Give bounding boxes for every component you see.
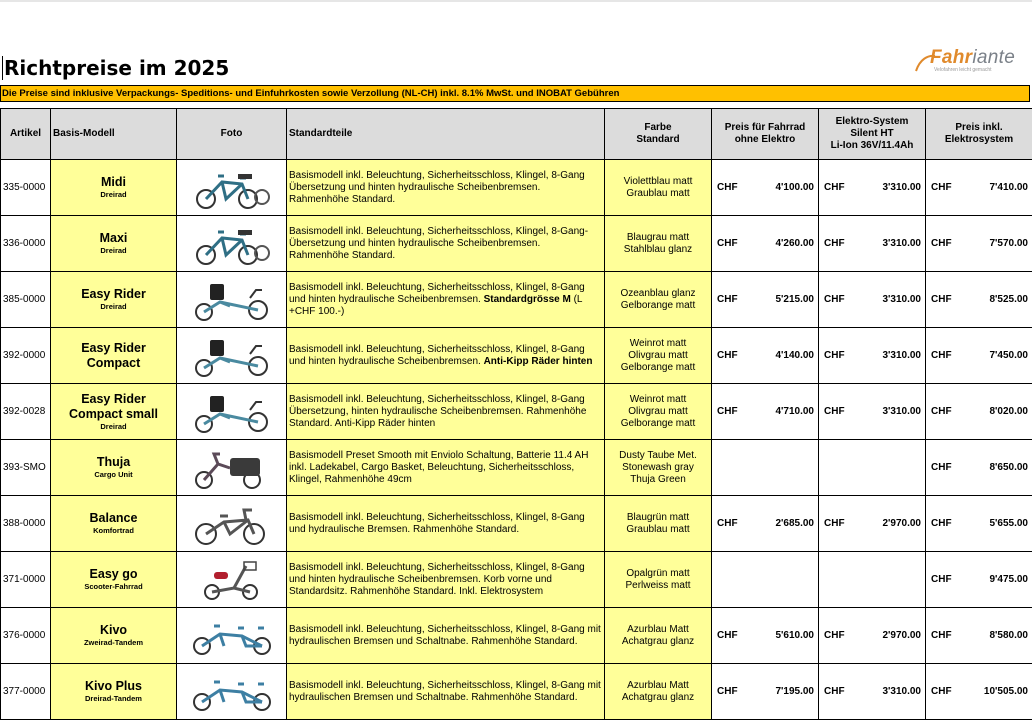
header-preis bbox=[712, 109, 819, 160]
amount: 3'310.00 bbox=[882, 685, 921, 697]
currency-label: CHF bbox=[717, 629, 738, 641]
currency-label: CHF bbox=[824, 181, 845, 193]
model-cell bbox=[51, 216, 177, 272]
model-name: Kivo bbox=[99, 623, 128, 637]
article-number: 392-0028 bbox=[1, 384, 51, 440]
product-photo bbox=[177, 608, 287, 664]
article-number: 377-0000 bbox=[1, 664, 51, 720]
header-preis-line2: ohne Elektro bbox=[734, 134, 796, 145]
standard-parts-text: Basismodell inkl. Beleuchtung, Sicherheitsschloss, Klingel, 8-Gang und hinten hydraulische Scheibenbremsen. Korb vorne und Standardsitz. Rahmenhöhe Standard. Inkl. Elektrosystem bbox=[289, 561, 585, 597]
color-option: Gelborange matt bbox=[620, 361, 696, 373]
model-type: Dreirad bbox=[100, 302, 127, 311]
model-name: Maxi bbox=[99, 231, 128, 245]
electric-system-price-value bbox=[821, 238, 923, 250]
currency-label: CHF bbox=[824, 349, 845, 361]
model-type: Cargo Unit bbox=[94, 470, 133, 479]
amount: 3'310.00 bbox=[882, 237, 921, 249]
color-option: Weinrot matt bbox=[629, 337, 687, 349]
table-row bbox=[1, 384, 1032, 440]
price-including-electric-value bbox=[928, 294, 1030, 306]
logo-part2: iante bbox=[972, 47, 1016, 68]
header-basis-modell: Basis-Modell bbox=[51, 109, 177, 160]
table-row bbox=[1, 272, 1032, 328]
amount: 8'580.00 bbox=[989, 629, 1028, 641]
model-name: Easy go bbox=[89, 567, 138, 581]
model-name: Balance bbox=[89, 511, 138, 525]
table-row bbox=[1, 216, 1032, 272]
currency-label: CHF bbox=[824, 629, 845, 641]
amount: 7'450.00 bbox=[989, 349, 1028, 361]
standard-parts bbox=[287, 664, 605, 720]
color-option: Achatgrau glanz bbox=[621, 635, 695, 647]
model-type: Dreirad-Tandem bbox=[85, 694, 142, 703]
amount: 3'310.00 bbox=[882, 293, 921, 305]
amount: 4'710.00 bbox=[775, 405, 814, 417]
bicycle-icon bbox=[190, 502, 274, 546]
amount: 5'655.00 bbox=[989, 517, 1028, 529]
article-number: 393-SMO bbox=[1, 440, 51, 496]
color-option: Blaugrün matt bbox=[626, 511, 690, 523]
model-name: Easy Rider bbox=[81, 391, 146, 406]
price-including-electric-value bbox=[928, 350, 1030, 362]
currency-label: CHF bbox=[824, 405, 845, 417]
currency-label: CHF bbox=[931, 517, 952, 529]
table-row bbox=[1, 440, 1032, 496]
price-without-electric bbox=[712, 216, 819, 272]
table-row bbox=[1, 664, 1032, 720]
standard-colors bbox=[605, 328, 712, 384]
price-without-electric-value bbox=[714, 406, 816, 418]
product-photo bbox=[177, 216, 287, 272]
color-option: Perlweiss matt bbox=[625, 579, 691, 591]
price-notice: Die Preise sind inklusive Verpackungs- Speditions- und Einfuhrkosten sowie Verzollung (NL-CH) inkl. 8.1% MwSt. und INOBAT Gebühren bbox=[0, 85, 1030, 102]
currency-label: CHF bbox=[717, 237, 738, 249]
model-type: Komfortrad bbox=[93, 526, 134, 535]
price-including-electric-value bbox=[928, 574, 1030, 586]
price-including-electric bbox=[926, 216, 1032, 272]
standard-colors bbox=[605, 384, 712, 440]
price-without-electric-value bbox=[714, 630, 816, 642]
standard-parts-text: Basismodell inkl. Beleuchtung, Sicherheitsschloss, Klingel, 8-Gang und hydraulische Bremsen. Rahmenhöhe Standard. bbox=[289, 511, 585, 535]
recumbent-trike-icon bbox=[190, 390, 274, 434]
amount: 7'195.00 bbox=[775, 685, 814, 697]
standard-colors bbox=[605, 496, 712, 552]
price-without-electric bbox=[712, 440, 819, 496]
color-option: Stahlblau glanz bbox=[623, 243, 693, 255]
cargo-trike-icon bbox=[190, 446, 274, 490]
standard-parts bbox=[287, 608, 605, 664]
color-option: Achatgrau glanz bbox=[621, 691, 695, 703]
price-without-electric-value bbox=[714, 686, 816, 698]
model-cell bbox=[51, 664, 177, 720]
standard-parts-text: Basismodell inkl. Beleuchtung, Sicherheitsschloss, Klingel, 8-Gang Übersetzung, hinten hydraulische Scheibenbremsen. Rahmenhöhe Standard. Anti-Kipp Räder hinten bbox=[289, 393, 587, 429]
standard-parts-text: Basismodell inkl. Beleuchtung, Sicherheitsschloss, Klingel, 8-Gang und hinten hydraulische Scheibenbremsen. bbox=[289, 343, 585, 367]
table-row bbox=[1, 608, 1032, 664]
standard-parts bbox=[287, 216, 605, 272]
model-type: Dreirad bbox=[100, 190, 127, 199]
header-elektro bbox=[819, 109, 926, 160]
amount: 9'475.00 bbox=[989, 573, 1028, 585]
color-option: Dusty Taube Met. bbox=[619, 449, 697, 461]
amount: 4'100.00 bbox=[775, 181, 814, 193]
price-including-electric-value bbox=[928, 462, 1030, 474]
currency-label: CHF bbox=[717, 517, 738, 529]
price-without-electric bbox=[712, 552, 819, 608]
color-option: Olivgrau matt bbox=[628, 405, 688, 417]
price-including-electric-value bbox=[928, 238, 1030, 250]
electric-system-price-value bbox=[821, 686, 923, 698]
header-artikel: Artikel bbox=[1, 109, 51, 160]
model-type: Scooter-Fahrrad bbox=[84, 582, 143, 591]
article-number: 335-0000 bbox=[1, 160, 51, 216]
amount: 7'570.00 bbox=[989, 237, 1028, 249]
standard-parts bbox=[287, 496, 605, 552]
price-without-electric-value bbox=[714, 238, 816, 250]
header-inkl-line2: Elektrosystem bbox=[944, 134, 1014, 145]
article-number: 336-0000 bbox=[1, 216, 51, 272]
article-number: 371-0000 bbox=[1, 552, 51, 608]
price-including-electric bbox=[926, 552, 1032, 608]
color-option: Blaugrau matt bbox=[626, 231, 690, 243]
electric-system-price bbox=[819, 160, 926, 216]
electric-system-price bbox=[819, 552, 926, 608]
model-name-line2: Compact bbox=[86, 355, 141, 370]
model-name: Thuja bbox=[96, 455, 131, 469]
amount: 8'650.00 bbox=[989, 461, 1028, 473]
currency-label: CHF bbox=[717, 685, 738, 697]
color-option: Stonewash gray bbox=[622, 461, 694, 473]
color-option: Olivgrau matt bbox=[628, 349, 688, 361]
currency-label: CHF bbox=[931, 293, 952, 305]
table-row bbox=[1, 496, 1032, 552]
model-name-line2: Compact small bbox=[69, 406, 158, 421]
price-including-electric bbox=[926, 384, 1032, 440]
color-option: Thuja Green bbox=[630, 473, 686, 485]
price-without-electric-value bbox=[714, 182, 816, 194]
article-number: 376-0000 bbox=[1, 608, 51, 664]
color-option: Azurblau Matt bbox=[627, 679, 689, 691]
color-option: Violettblau matt bbox=[623, 175, 693, 187]
amount: 5'610.00 bbox=[775, 629, 814, 641]
price-without-electric-value bbox=[714, 350, 816, 362]
amount: 2'970.00 bbox=[882, 629, 921, 641]
currency-label: CHF bbox=[931, 405, 952, 417]
tricycle-icon bbox=[190, 222, 274, 266]
model-cell bbox=[51, 272, 177, 328]
standard-colors bbox=[605, 608, 712, 664]
amount: 8'525.00 bbox=[989, 293, 1028, 305]
standard-parts bbox=[287, 552, 605, 608]
header-farbe-line2: Standard bbox=[636, 134, 680, 145]
price-including-electric-value bbox=[928, 518, 1030, 530]
amount: 8'020.00 bbox=[989, 405, 1028, 417]
amount: 7'410.00 bbox=[989, 181, 1028, 193]
currency-label: CHF bbox=[931, 237, 952, 249]
model-cell bbox=[51, 160, 177, 216]
electric-system-price-value bbox=[821, 406, 923, 418]
electric-system-price bbox=[819, 384, 926, 440]
electric-system-price-value bbox=[821, 630, 923, 642]
electric-system-price bbox=[819, 328, 926, 384]
product-photo bbox=[177, 328, 287, 384]
amount: 3'310.00 bbox=[882, 349, 921, 361]
amount: 3'310.00 bbox=[882, 181, 921, 193]
standard-parts-text: Basismodell inkl. Beleuchtung, Sicherheitsschloss, Klingel, 8-Gang mit hydraulischen Bremsen und Schaltnabe. Rahmenhöhe Standard. bbox=[289, 679, 601, 703]
header-standardteile: Standardteile bbox=[287, 109, 605, 160]
table-body bbox=[1, 160, 1032, 720]
color-option: Weinrot matt bbox=[629, 393, 687, 405]
electric-system-price bbox=[819, 272, 926, 328]
header-row bbox=[1, 109, 1032, 160]
article-number: 385-0000 bbox=[1, 272, 51, 328]
currency-label: CHF bbox=[717, 349, 738, 361]
product-photo bbox=[177, 160, 287, 216]
standard-colors bbox=[605, 216, 712, 272]
price-without-electric bbox=[712, 160, 819, 216]
currency-label: CHF bbox=[824, 517, 845, 529]
logo-tagline: Velofahren leicht gemacht bbox=[934, 67, 992, 73]
top-rule bbox=[0, 0, 1032, 2]
currency-label: CHF bbox=[717, 181, 738, 193]
standard-parts bbox=[287, 160, 605, 216]
product-photo bbox=[177, 552, 287, 608]
header-elektro-line1: Elektro-System bbox=[835, 116, 909, 127]
standard-parts-text: Basismodell inkl. Beleuchtung, Sicherheitsschloss, Klingel, 8-Gang-Übersetzung und hinten hydraulische Scheibenbremsen. Rahmenhöhe Standard. bbox=[289, 225, 589, 261]
color-option: Gelborange matt bbox=[620, 299, 696, 311]
amount: 10'505.00 bbox=[983, 685, 1028, 697]
price-without-electric bbox=[712, 272, 819, 328]
standard-parts-text: Basismodell inkl. Beleuchtung, Sicherheitsschloss, Klingel, 8-Gang und hinten hydraulische Scheibenbremsen. bbox=[289, 281, 585, 305]
price-including-electric bbox=[926, 608, 1032, 664]
amount: 5'215.00 bbox=[775, 293, 814, 305]
currency-label: CHF bbox=[931, 181, 952, 193]
color-option: Opalgrün matt bbox=[626, 567, 690, 579]
color-option: Gelborange matt bbox=[620, 417, 696, 429]
model-cell bbox=[51, 496, 177, 552]
recumbent-trike-icon bbox=[190, 334, 274, 378]
header-elektro-line3: Li-Ion 36V/11.4Ah bbox=[830, 140, 914, 151]
standard-parts bbox=[287, 272, 605, 328]
model-cell bbox=[51, 440, 177, 496]
standard-parts-tail: (L +CHF 100.-) bbox=[289, 293, 583, 317]
header-farbe-line1: Farbe bbox=[644, 122, 672, 133]
price-including-electric-value bbox=[928, 406, 1030, 418]
model-type: Dreirad bbox=[100, 246, 127, 255]
header-foto: Foto bbox=[177, 109, 287, 160]
price-including-electric bbox=[926, 664, 1032, 720]
price-including-electric-value bbox=[928, 182, 1030, 194]
electric-system-price-value bbox=[821, 518, 923, 530]
price-without-electric-value bbox=[714, 518, 816, 530]
standard-colors bbox=[605, 664, 712, 720]
electric-system-price bbox=[819, 608, 926, 664]
standard-parts-text: Basismodell inkl. Beleuchtung, Sicherheitsschloss, Klingel, 8-Gang mit hydraulischen Bremsen und Schaltnabe. Rahmenhöhe Standard. bbox=[289, 623, 601, 647]
currency-label: CHF bbox=[824, 237, 845, 249]
standard-colors bbox=[605, 440, 712, 496]
model-name: Midi bbox=[101, 175, 126, 189]
currency-label: CHF bbox=[931, 573, 952, 585]
model-name: Easy Rider bbox=[81, 287, 146, 301]
price-including-electric bbox=[926, 496, 1032, 552]
table-row bbox=[1, 328, 1032, 384]
currency-label: CHF bbox=[717, 405, 738, 417]
model-cell bbox=[51, 328, 177, 384]
product-photo bbox=[177, 272, 287, 328]
table-row bbox=[1, 160, 1032, 216]
tandem-icon bbox=[190, 670, 274, 714]
electric-system-price-value bbox=[821, 182, 923, 194]
price-without-electric bbox=[712, 664, 819, 720]
page-title: Richtpreise im 2025 bbox=[4, 56, 230, 80]
color-option: Ozeanblau glanz bbox=[620, 287, 696, 299]
logo-swoosh-icon bbox=[914, 53, 936, 73]
model-cell bbox=[51, 384, 177, 440]
header-farbe bbox=[605, 109, 712, 160]
standard-colors bbox=[605, 552, 712, 608]
color-option: Graublau matt bbox=[626, 523, 690, 535]
standard-parts bbox=[287, 328, 605, 384]
amount: 4'260.00 bbox=[775, 237, 814, 249]
color-option: Graublau matt bbox=[626, 187, 690, 199]
tricycle-icon bbox=[190, 166, 274, 210]
price-including-electric-value bbox=[928, 630, 1030, 642]
currency-label: CHF bbox=[824, 293, 845, 305]
fahriante-logo bbox=[920, 47, 1020, 77]
price-including-electric-value bbox=[928, 686, 1030, 698]
model-type: Zweirad-Tandem bbox=[83, 638, 144, 647]
currency-label: CHF bbox=[931, 685, 952, 697]
article-number: 392-0000 bbox=[1, 328, 51, 384]
price-including-electric bbox=[926, 328, 1032, 384]
color-option: Azurblau Matt bbox=[627, 623, 689, 635]
tandem-icon bbox=[190, 614, 274, 658]
electric-system-price bbox=[819, 440, 926, 496]
amount: 3'310.00 bbox=[882, 405, 921, 417]
price-without-electric bbox=[712, 608, 819, 664]
amount: 4'140.00 bbox=[775, 349, 814, 361]
product-photo bbox=[177, 664, 287, 720]
electric-system-price-value bbox=[821, 294, 923, 306]
currency-label: CHF bbox=[931, 629, 952, 641]
price-without-electric-value bbox=[714, 294, 816, 306]
standard-parts-text: Basismodell inkl. Beleuchtung, Sicherheitsschloss, Klingel, 8-Gang Übersetzung und hinten hydraulische Scheibenbremsen. Rahmenhöhe Standard. bbox=[289, 169, 585, 205]
electric-system-price-value bbox=[821, 350, 923, 362]
electric-system-price bbox=[819, 216, 926, 272]
model-cell bbox=[51, 608, 177, 664]
currency-label: CHF bbox=[717, 293, 738, 305]
price-including-electric bbox=[926, 272, 1032, 328]
standard-parts bbox=[287, 440, 605, 496]
header-preis-inkl bbox=[926, 109, 1032, 160]
standard-colors bbox=[605, 272, 712, 328]
amount: 2'685.00 bbox=[775, 517, 814, 529]
standard-parts-text: Basismodell Preset Smooth mit Enviolo Schaltung, Batterie 11.4 AH inkl. Ladekabel, Cargo Basket, Beleuchtung, Sicherheitsschloss, Klingel, Rahmenhöhe 49cm bbox=[289, 449, 589, 485]
product-photo bbox=[177, 440, 287, 496]
header-inkl-line1: Preis inkl. bbox=[955, 122, 1003, 133]
electric-system-price bbox=[819, 664, 926, 720]
product-photo bbox=[177, 384, 287, 440]
model-type: Dreirad bbox=[100, 421, 127, 431]
model-cell bbox=[51, 552, 177, 608]
price-without-electric bbox=[712, 384, 819, 440]
price-without-electric bbox=[712, 328, 819, 384]
header-elektro-line2: Silent HT bbox=[850, 128, 894, 139]
scooter-trike-icon bbox=[190, 558, 274, 602]
header-preis-line1: Preis für Fahrrad bbox=[724, 122, 806, 133]
currency-label: CHF bbox=[931, 461, 952, 473]
logo-part1: Fahr bbox=[930, 47, 973, 68]
product-photo bbox=[177, 496, 287, 552]
currency-label: CHF bbox=[824, 685, 845, 697]
electric-system-price bbox=[819, 496, 926, 552]
price-including-electric bbox=[926, 440, 1032, 496]
standard-parts bbox=[287, 384, 605, 440]
model-name: Kivo Plus bbox=[85, 679, 142, 693]
price-including-electric bbox=[926, 160, 1032, 216]
article-number: 388-0000 bbox=[1, 496, 51, 552]
standard-parts-highlight: Anti-Kipp Räder hinten bbox=[483, 355, 593, 367]
model-name: Easy Rider bbox=[81, 340, 146, 355]
standard-parts-highlight: Standardgrösse M bbox=[483, 293, 571, 305]
amount: 2'970.00 bbox=[882, 517, 921, 529]
table-row bbox=[1, 552, 1032, 608]
price-without-electric bbox=[712, 496, 819, 552]
recumbent-trike-icon bbox=[190, 278, 274, 322]
standard-colors bbox=[605, 160, 712, 216]
price-table bbox=[0, 108, 1032, 720]
currency-label: CHF bbox=[931, 349, 952, 361]
